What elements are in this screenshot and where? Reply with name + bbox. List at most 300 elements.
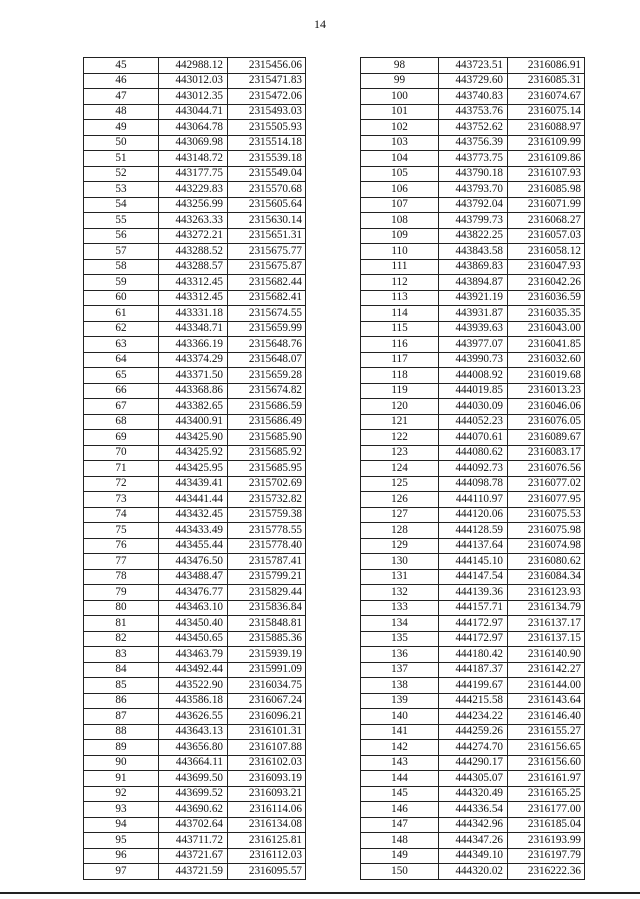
table-row [84,740,306,756]
x-coordinate-cell: 443931.87 [439,306,508,322]
table-row [84,445,306,461]
x-coordinate-cell: 444092.73 [439,461,508,477]
point-number-cell: 137 [361,662,439,678]
x-coordinate-cell: 443702.64 [159,817,228,833]
table-row [84,213,306,229]
table-row [84,120,306,136]
x-coordinate-cell: 443256.99 [159,197,228,213]
x-coordinate-cell: 443626.55 [159,709,228,725]
point-number-cell: 70 [84,445,159,461]
table-row [84,631,306,647]
y-coordinate-cell: 2316144.00 [508,678,585,694]
x-coordinate-cell: 443699.52 [159,786,228,802]
x-coordinate-cell: 443488.47 [159,569,228,585]
y-coordinate-cell: 2316041.85 [508,337,585,353]
point-number-cell: 58 [84,259,159,275]
table-row [361,817,585,833]
y-coordinate-cell: 2315514.18 [228,135,306,151]
table-row [361,523,585,539]
table-row [84,802,306,818]
point-number-cell: 132 [361,585,439,601]
table-row [84,166,306,182]
table-row [84,461,306,477]
x-coordinate-cell: 442988.12 [159,58,228,74]
table-row [84,507,306,523]
x-coordinate-cell: 443331.18 [159,306,228,322]
point-number-cell: 113 [361,290,439,306]
table-row [361,182,585,198]
y-coordinate-cell: 2316112.03 [228,848,306,864]
point-number-cell: 50 [84,135,159,151]
y-coordinate-cell: 2316076.05 [508,414,585,430]
table-row [361,104,585,120]
point-number-cell: 106 [361,182,439,198]
point-number-cell: 92 [84,786,159,802]
y-coordinate-cell: 2316156.60 [508,755,585,771]
x-coordinate-cell: 443977.07 [439,337,508,353]
point-number-cell: 52 [84,166,159,182]
point-number-cell: 150 [361,864,439,880]
point-number-cell: 79 [84,585,159,601]
x-coordinate-cell: 444080.62 [439,445,508,461]
point-number-cell: 91 [84,771,159,787]
point-number-cell: 139 [361,693,439,709]
y-coordinate-cell: 2316123.93 [508,585,585,601]
table-row [361,445,585,461]
point-number-cell: 128 [361,523,439,539]
table-row [361,461,585,477]
table-row [84,786,306,802]
x-coordinate-cell: 444147.54 [439,569,508,585]
y-coordinate-cell: 2315787.41 [228,554,306,570]
table-row [84,523,306,539]
x-coordinate-cell: 443843.58 [439,244,508,260]
table-row [361,244,585,260]
y-coordinate-cell: 2316093.21 [228,786,306,802]
x-coordinate-cell: 443229.83 [159,182,228,198]
table-row [84,151,306,167]
x-coordinate-cell: 444290.17 [439,755,508,771]
y-coordinate-cell: 2315472.06 [228,89,306,105]
point-number-cell: 80 [84,600,159,616]
x-coordinate-cell: 443756.39 [439,135,508,151]
table-row [361,647,585,663]
y-coordinate-cell: 2316057.03 [508,228,585,244]
table-row [361,352,585,368]
point-number-cell: 123 [361,445,439,461]
x-coordinate-cell: 443773.75 [439,151,508,167]
point-number-cell: 100 [361,89,439,105]
x-coordinate-cell: 444110.97 [439,492,508,508]
point-number-cell: 142 [361,740,439,756]
x-coordinate-cell: 444342.96 [439,817,508,833]
table-row [84,430,306,446]
x-coordinate-cell: 444187.37 [439,662,508,678]
point-number-cell: 85 [84,678,159,694]
x-coordinate-cell: 443148.72 [159,151,228,167]
point-number-cell: 75 [84,523,159,539]
y-coordinate-cell: 2316107.93 [508,166,585,182]
point-number-cell: 110 [361,244,439,260]
y-coordinate-cell: 2315659.99 [228,321,306,337]
x-coordinate-cell: 444008.92 [439,368,508,384]
point-number-cell: 135 [361,631,439,647]
point-number-cell: 95 [84,833,159,849]
table-row [361,802,585,818]
y-coordinate-cell: 2315651.31 [228,228,306,244]
point-number-cell: 93 [84,802,159,818]
table-row [361,368,585,384]
y-coordinate-cell: 2316075.14 [508,104,585,120]
point-number-cell: 117 [361,352,439,368]
y-coordinate-cell: 2315549.04 [228,166,306,182]
table-row [361,290,585,306]
y-coordinate-cell: 2315759.38 [228,507,306,523]
x-coordinate-cell: 443752.62 [439,120,508,136]
x-coordinate-cell: 444180.42 [439,647,508,663]
table-row [84,73,306,89]
x-coordinate-cell: 443699.50 [159,771,228,787]
y-coordinate-cell: 2315674.55 [228,306,306,322]
x-coordinate-cell: 443723.51 [439,58,508,74]
table-row [361,135,585,151]
y-coordinate-cell: 2316102.03 [228,755,306,771]
x-coordinate-cell: 444215.58 [439,693,508,709]
point-number-cell: 98 [361,58,439,74]
table-row [361,569,585,585]
point-number-cell: 147 [361,817,439,833]
table-row [361,833,585,849]
y-coordinate-cell: 2315675.87 [228,259,306,275]
y-coordinate-cell: 2315778.55 [228,523,306,539]
x-coordinate-cell: 443432.45 [159,507,228,523]
x-coordinate-cell: 444347.26 [439,833,508,849]
y-coordinate-cell: 2316083.17 [508,445,585,461]
table-row [361,786,585,802]
x-coordinate-cell: 444157.71 [439,600,508,616]
point-number-cell: 143 [361,755,439,771]
point-number-cell: 120 [361,399,439,415]
x-coordinate-cell: 443792.04 [439,197,508,213]
y-coordinate-cell: 2315685.95 [228,461,306,477]
point-number-cell: 140 [361,709,439,725]
coordinates-table-right-body [361,58,585,880]
y-coordinate-cell: 2316058.12 [508,244,585,260]
table-row [361,600,585,616]
table-row [84,864,306,880]
y-coordinate-cell: 2316137.17 [508,616,585,632]
point-number-cell: 78 [84,569,159,585]
x-coordinate-cell: 443455.44 [159,538,228,554]
point-number-cell: 48 [84,104,159,120]
point-number-cell: 81 [84,616,159,632]
x-coordinate-cell: 443425.90 [159,430,228,446]
point-number-cell: 136 [361,647,439,663]
table-row [361,120,585,136]
point-number-cell: 112 [361,275,439,291]
point-number-cell: 90 [84,755,159,771]
point-number-cell: 87 [84,709,159,725]
y-coordinate-cell: 2315829.44 [228,585,306,601]
x-coordinate-cell: 443069.98 [159,135,228,151]
table-row [361,554,585,570]
y-coordinate-cell: 2315836.84 [228,600,306,616]
x-coordinate-cell: 443721.59 [159,864,228,880]
table-row [361,538,585,554]
y-coordinate-cell: 2315685.92 [228,445,306,461]
point-number-cell: 148 [361,833,439,849]
table-row [84,662,306,678]
x-coordinate-cell: 443366.19 [159,337,228,353]
point-number-cell: 126 [361,492,439,508]
point-number-cell: 64 [84,352,159,368]
y-coordinate-cell: 2315539.18 [228,151,306,167]
table-row [84,306,306,322]
y-coordinate-cell: 2316142.27 [508,662,585,678]
x-coordinate-cell: 443450.40 [159,616,228,632]
y-coordinate-cell: 2315799.21 [228,569,306,585]
point-number-cell: 88 [84,724,159,740]
x-coordinate-cell: 443263.33 [159,213,228,229]
point-number-cell: 146 [361,802,439,818]
table-row [84,848,306,864]
y-coordinate-cell: 2316084.34 [508,569,585,585]
point-number-cell: 60 [84,290,159,306]
table-row [361,321,585,337]
table-row [361,259,585,275]
coordinates-table-left [83,57,306,880]
y-coordinate-cell: 2316088.97 [508,120,585,136]
y-coordinate-cell: 2315630.14 [228,213,306,229]
table-row [84,182,306,198]
x-coordinate-cell: 444019.85 [439,383,508,399]
table-row [84,678,306,694]
table-row [84,709,306,725]
table-row [84,228,306,244]
x-coordinate-cell: 443288.57 [159,259,228,275]
point-number-cell: 86 [84,693,159,709]
x-coordinate-cell: 443799.73 [439,213,508,229]
x-coordinate-cell: 443939.63 [439,321,508,337]
y-coordinate-cell: 2315885.36 [228,631,306,647]
table-row [84,585,306,601]
y-coordinate-cell: 2315456.06 [228,58,306,74]
y-coordinate-cell: 2316076.56 [508,461,585,477]
y-coordinate-cell: 2315778.40 [228,538,306,554]
table-row [361,399,585,415]
y-coordinate-cell: 2316074.98 [508,538,585,554]
point-number-cell: 145 [361,786,439,802]
x-coordinate-cell: 443463.79 [159,647,228,663]
x-coordinate-cell: 443690.62 [159,802,228,818]
table-row [84,647,306,663]
y-coordinate-cell: 2316085.31 [508,73,585,89]
x-coordinate-cell: 443793.70 [439,182,508,198]
point-number-cell: 71 [84,461,159,477]
x-coordinate-cell: 444234.22 [439,709,508,725]
point-number-cell: 63 [84,337,159,353]
table-row [361,709,585,725]
y-coordinate-cell: 2316043.00 [508,321,585,337]
point-number-cell: 114 [361,306,439,322]
table-row [361,616,585,632]
table-row [84,197,306,213]
point-number-cell: 67 [84,399,159,415]
x-coordinate-cell: 443012.03 [159,73,228,89]
table-row [361,848,585,864]
y-coordinate-cell: 2316140.90 [508,647,585,663]
point-number-cell: 83 [84,647,159,663]
table-row [361,430,585,446]
y-coordinate-cell: 2316134.08 [228,817,306,833]
table-row [361,507,585,523]
y-coordinate-cell: 2316143.64 [508,693,585,709]
point-number-cell: 124 [361,461,439,477]
x-coordinate-cell: 443177.75 [159,166,228,182]
point-number-cell: 45 [84,58,159,74]
x-coordinate-cell: 443044.71 [159,104,228,120]
y-coordinate-cell: 2315848.81 [228,616,306,632]
x-coordinate-cell: 443463.10 [159,600,228,616]
coordinates-table-right [360,57,585,880]
y-coordinate-cell: 2316185.04 [508,817,585,833]
y-coordinate-cell: 2316034.75 [228,678,306,694]
x-coordinate-cell: 443450.65 [159,631,228,647]
x-coordinate-cell: 443476.77 [159,585,228,601]
table-row [361,275,585,291]
point-number-cell: 121 [361,414,439,430]
point-number-cell: 94 [84,817,159,833]
y-coordinate-cell: 2316125.81 [228,833,306,849]
x-coordinate-cell: 443721.67 [159,848,228,864]
y-coordinate-cell: 2316089.67 [508,430,585,446]
y-coordinate-cell: 2316046.06 [508,399,585,415]
point-number-cell: 53 [84,182,159,198]
table-row [84,755,306,771]
y-coordinate-cell: 2316086.91 [508,58,585,74]
point-number-cell: 149 [361,848,439,864]
point-number-cell: 131 [361,569,439,585]
table-row [84,399,306,415]
y-coordinate-cell: 2316080.62 [508,554,585,570]
y-coordinate-cell: 2316047.93 [508,259,585,275]
x-coordinate-cell: 444120.06 [439,507,508,523]
x-coordinate-cell: 443441.44 [159,492,228,508]
y-coordinate-cell: 2316177.00 [508,802,585,818]
point-number-cell: 54 [84,197,159,213]
x-coordinate-cell: 444145.10 [439,554,508,570]
point-number-cell: 69 [84,430,159,446]
x-coordinate-cell: 444030.09 [439,399,508,415]
x-coordinate-cell: 443272.21 [159,228,228,244]
y-coordinate-cell: 2316077.95 [508,492,585,508]
x-coordinate-cell: 444349.10 [439,848,508,864]
x-coordinate-cell: 444259.26 [439,724,508,740]
table-row [361,585,585,601]
table-row [84,414,306,430]
x-coordinate-cell: 444098.78 [439,476,508,492]
point-number-cell: 103 [361,135,439,151]
point-number-cell: 144 [361,771,439,787]
y-coordinate-cell: 2315732.82 [228,492,306,508]
table-row [84,600,306,616]
x-coordinate-cell: 444139.36 [439,585,508,601]
y-coordinate-cell: 2316093.19 [228,771,306,787]
point-number-cell: 74 [84,507,159,523]
point-number-cell: 109 [361,228,439,244]
y-coordinate-cell: 2315505.93 [228,120,306,136]
point-number-cell: 47 [84,89,159,105]
x-coordinate-cell: 443822.25 [439,228,508,244]
table-row [361,662,585,678]
point-number-cell: 107 [361,197,439,213]
point-number-cell: 77 [84,554,159,570]
table-row [361,755,585,771]
y-coordinate-cell: 2315659.28 [228,368,306,384]
y-coordinate-cell: 2316071.99 [508,197,585,213]
table-row [361,693,585,709]
x-coordinate-cell: 444305.07 [439,771,508,787]
x-coordinate-cell: 443425.95 [159,461,228,477]
y-coordinate-cell: 2316137.15 [508,631,585,647]
y-coordinate-cell: 2315682.44 [228,275,306,291]
x-coordinate-cell: 443664.11 [159,755,228,771]
x-coordinate-cell: 443656.80 [159,740,228,756]
point-number-cell: 108 [361,213,439,229]
table-row [361,166,585,182]
point-number-cell: 82 [84,631,159,647]
point-number-cell: 49 [84,120,159,136]
table-row [84,616,306,632]
point-number-cell: 119 [361,383,439,399]
table-row [84,58,306,74]
x-coordinate-cell: 443012.35 [159,89,228,105]
table-row [361,306,585,322]
point-number-cell: 125 [361,476,439,492]
table-row [84,554,306,570]
table-row [84,352,306,368]
y-coordinate-cell: 2315605.64 [228,197,306,213]
y-coordinate-cell: 2316101.31 [228,724,306,740]
x-coordinate-cell: 443476.50 [159,554,228,570]
table-row [361,73,585,89]
y-coordinate-cell: 2316096.21 [228,709,306,725]
x-coordinate-cell: 443312.45 [159,275,228,291]
point-number-cell: 118 [361,368,439,384]
x-coordinate-cell: 444199.67 [439,678,508,694]
point-number-cell: 129 [361,538,439,554]
x-coordinate-cell: 444320.02 [439,864,508,880]
x-coordinate-cell: 443753.76 [439,104,508,120]
x-coordinate-cell: 444172.97 [439,631,508,647]
x-coordinate-cell: 444137.64 [439,538,508,554]
y-coordinate-cell: 2316134.79 [508,600,585,616]
table-row [84,817,306,833]
x-coordinate-cell: 444172.97 [439,616,508,632]
table-row [361,740,585,756]
x-coordinate-cell: 443368.86 [159,383,228,399]
y-coordinate-cell: 2315648.07 [228,352,306,368]
table-row [361,724,585,740]
point-number-cell: 51 [84,151,159,167]
point-number-cell: 141 [361,724,439,740]
table-row [84,383,306,399]
y-coordinate-cell: 2316095.57 [228,864,306,880]
point-number-cell: 104 [361,151,439,167]
y-coordinate-cell: 2315682.41 [228,290,306,306]
x-coordinate-cell: 443439.41 [159,476,228,492]
table-row [361,228,585,244]
